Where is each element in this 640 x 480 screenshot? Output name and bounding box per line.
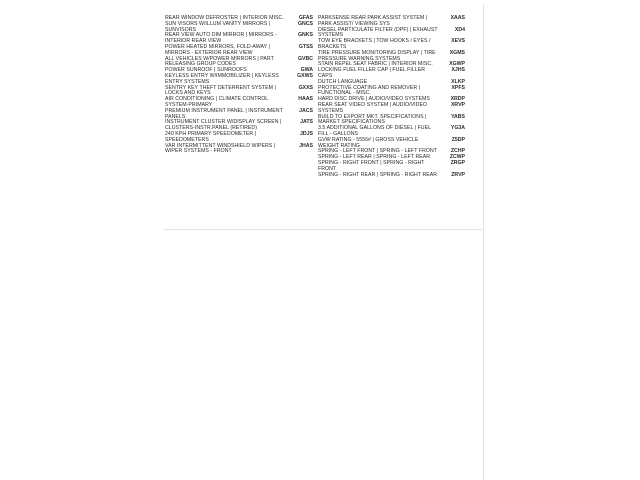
option-code: YG3A	[450, 125, 465, 132]
option-description: 240 KPH PRIMARY SPEEDOMETER | SPEEDOMETERS	[165, 130, 257, 143]
option-row	[165, 97, 313, 109]
option-description: LOCKING FUEL FILLER CAP | FUEL FILLER CAPS	[318, 67, 426, 79]
option-code: XJHS	[451, 67, 465, 74]
option-description: HARD DISC DRIVE | AUDIO/VIDEO SYSTEMS	[318, 96, 430, 103]
option-code: GXXS	[298, 84, 313, 91]
option-description: SPRING - LEFT REAR | SPRING - LEFT REAR	[318, 154, 431, 161]
option-description: INSTRUMENT CLUSTER W/DISPLAY SCREEN | CLUSTERS-INSTR.PANEL (RETIRED)	[165, 119, 282, 132]
option-code: XRDP	[450, 96, 465, 103]
option-description: SPRING - LEFT FRONT | SPRING - LEFT FRONT	[318, 148, 437, 155]
option-code: XRVP	[450, 101, 465, 108]
option-code: ZRVP	[451, 171, 465, 178]
option-row	[318, 173, 465, 179]
option-description: SPRING - RIGHT FRONT | SPRING - RIGHT FRONT	[318, 159, 425, 172]
option-code: GFAS	[298, 15, 313, 21]
horizontal-divider	[164, 229, 482, 230]
option-code: XD4	[454, 26, 465, 33]
option-row	[318, 103, 465, 115]
option-code: YABS	[451, 113, 465, 120]
option-description: SENTRY KEY THEFT DETERRENT SYSTEM | LOCKS AND KEYS	[165, 84, 276, 97]
option-row	[165, 74, 313, 86]
option-code: GTSS	[298, 43, 313, 50]
option-description: REAR SEAT VIDEO SYSTEM | AUDIO/VIDEO SYSTEMS	[318, 101, 428, 114]
option-description: DIESEL PARTICULATE FILTER (DPF) | EXHAUST SYSTEMS	[318, 26, 438, 39]
option-code: XLKP	[451, 78, 465, 85]
option-description: GVW RATING - 5556# | GROSS VEHICLE WEIGHT RATING	[318, 136, 419, 149]
option-code: ZRGP	[450, 159, 465, 166]
option-code: JHAS	[299, 142, 313, 149]
option-description: PARKSENSE REAR PARK ASSIST SYSTEM | PARK ASSIST/ VIEWING SYS	[318, 15, 428, 27]
option-code: GVBC	[298, 55, 313, 62]
option-code: XPFS	[451, 84, 465, 91]
option-description: PREMIUM INSTRUMENT PANEL | INSTRUMENT PANELS	[165, 107, 283, 120]
option-code: JDJS	[300, 130, 313, 137]
option-code: HAAS	[298, 96, 313, 103]
option-code: JATS	[300, 119, 313, 126]
option-row	[165, 144, 313, 156]
left-options-column	[165, 16, 313, 155]
option-description: TIRE PRESSURE MONITORING DISPLAY | TIRE PRESSURE WARNING SYSTEMS	[318, 49, 436, 62]
option-code: Z5DP	[451, 136, 465, 143]
option-description: ALL VEHICLES W/POWER MIRRORS | PART RELEASING GROUP CODES	[165, 55, 274, 68]
option-row	[318, 16, 465, 28]
option-code: GXWS	[297, 72, 313, 79]
option-row	[318, 126, 465, 138]
option-description: REAR WINDOW DEFROSTER | INTERIOR MISC.	[165, 15, 284, 21]
option-description: BUILD TO EXPORT MKT. SPECIFICATIONS | MARKET SPECIFICATIONS	[318, 113, 427, 126]
option-description: SPRING - RIGHT REAR | SPRING - RIGHT REAR	[318, 171, 438, 178]
option-description: SUN VISORS W/ILLUM VANITY MIRRORS | SUNVISORS	[165, 20, 271, 33]
option-description: PROTECTIVE COATING AND REMOVER | FUNCTIONAL - MISC.	[318, 84, 420, 97]
option-description: STAIN REPEL SEAT FABRIC | INTERIOR MISC.	[318, 61, 433, 68]
option-code: ZCHP	[450, 148, 465, 155]
option-description: POWER HEATED MIRRORS, FOLD-AWAY | MIRRORS - EXTERIOR REAR VIEW	[165, 43, 270, 56]
option-code: XEVS	[451, 38, 465, 45]
option-code: JACS	[299, 107, 313, 114]
option-code: GWA	[300, 67, 313, 74]
option-code: XAAS	[450, 15, 465, 21]
option-description: TOW EYE BRACKETS | TOW HOOKS / EYES / BRACKETS	[318, 38, 431, 50]
option-code: GNCS	[298, 20, 313, 27]
option-description: AIR CONDITIONING | CLIMATE CONTROL SYSTEM-PRIMARY	[165, 96, 269, 108]
option-row	[165, 45, 313, 57]
option-code: ZCWP	[449, 154, 465, 161]
option-row	[318, 161, 465, 173]
option-description: VAR INTERMITTENT WINDSHIELD WIPERS | WIPER SYSTEMS - FRONT	[165, 142, 276, 155]
option-code: GNKS	[298, 32, 313, 39]
option-description: DUTCH LANGUAGE	[318, 78, 368, 85]
option-code: XGMS	[449, 49, 465, 56]
option-description: 3.5 ADDITIONAL GALLONS OF DIESEL | FUEL FILL - GALLONS	[318, 125, 431, 137]
option-code: XGWP	[449, 61, 465, 68]
option-description: REAR VIEW AUTO DIM MIRROR | MIRRORS - INTERIOR REAR VIEW	[165, 32, 277, 45]
option-description: POWER SUNROOF | SUNROOFS	[165, 67, 247, 74]
option-description: KEYLESS ENTRY W/IMMOBILIZER | KEYLESS ENTRY SYSTEMS	[165, 72, 279, 85]
right-options-column	[318, 16, 465, 178]
option-row	[165, 132, 313, 144]
vertical-divider	[483, 4, 484, 480]
